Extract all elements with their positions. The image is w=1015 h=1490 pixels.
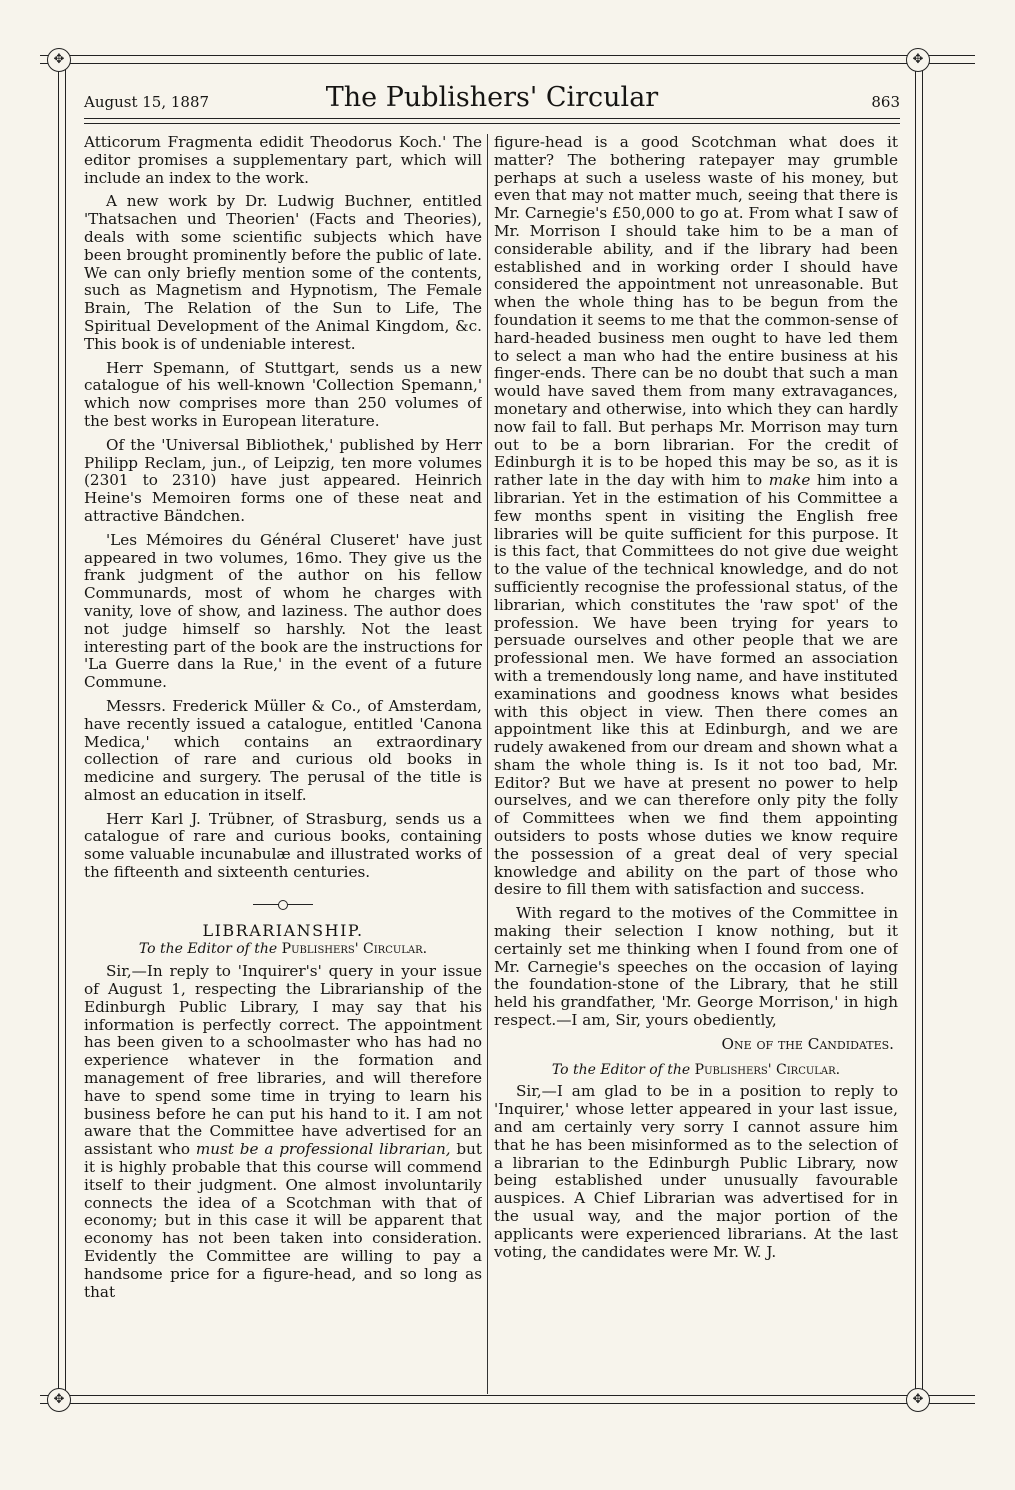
paragraph-trubner: Herr Karl J. Trübner, of Strasburg, sends us a catalogue of rare and curious books, containing some valuable incunabulæ and illustrated works of the fifteenth and sixteenth centuries. — [84, 809, 482, 882]
page-border-top — [40, 55, 975, 64]
paragraph-spemann: Herr Spemann, of Stuttgart, sends us a new catalogue of his well-known 'Collection Spemann,' which now comprises more than 250 volumes of the best works in European literature. — [84, 358, 482, 430]
page-border-left — [58, 58, 66, 1398]
corner-ornament-icon: ✥ — [47, 48, 71, 72]
paragraph-cluseret: 'Les Mémoires du Général Cluseret' have just appeared in two volumes, 16mo. They give us the frank judgment of the author on his fellow Communards, most of whom he charges with vanity, love of show, and laziness. The author does not judge himself so harshly. Not the least interesting part of the book are the instructions for 'La Guerre dans la Rue,' in the event of a future Commune. — [84, 530, 482, 692]
left-column — [84, 134, 482, 1394]
continuation-text-a: figure-head is a good Scotchman what does it matter? The bothering ratepayer may grumble perhaps at such a useless waste of his money, but even that may not matter much, seeing that there is Mr. Carnegie's £50,000 to go at. From what I saw of Mr. Morrison I should take him to be a man of considerable ability, and if the library had been established and in working order I should have considered the appointment not unreasonable. But when the whole thing has to be begun from the foundation it seems to me that the common-sense of hard-headed business men ought to have led them to select a man who had the entire business at his finger-ends. There can be no doubt that such a man would have saved them from many extravagances, monetary and otherwise, into which they can hardly now fail to fall. But perhaps Mr. Morrison may turn out to be a born librarian. For the credit of Edinburgh it is to be hoped this may be so, as it is rather late in the day with him to — [494, 134, 898, 490]
letter-one-text-b: but it is highly probable that this course will commend itself to their judgment. One almost involuntarily connects the idea of a Scotchman with that of economy; but in this case it will be apparent that economy has not been taken into consideration. Evidently the Committee are willing to pay a handsome price for a figure-head, and so long as that — [84, 1140, 482, 1301]
corner-ornament-icon: ✥ — [906, 1388, 930, 1412]
letter-two-address-prefix: To the Editor of the — [551, 1061, 691, 1078]
letter-one-closing: With regard to the motives of the Committee in making their selection I know nothing, but it certainly set me thinking when I found from one of Mr. Carnegie's speeches on the occasion of laying the foundation-stone of the Library, that he still held his grandfather, 'Mr. George Morrison,' in high respect.—I am, Sir, yours obediently, — [494, 904, 898, 1030]
letter-two-address-journal: Publishers' Circular. — [694, 1061, 841, 1078]
letter-one-signature: One of the Candidates. — [721, 1034, 894, 1053]
paragraph-buchner: A new work by Dr. Ludwig Buchner, entitled 'Thatsachen und Theorien' (Facts and Theories), deals with some scientific subjects which have been brought prominently before the public of late. We can only briefly mention some of the contents, such as Magnetism and Hypnotism, The Female Brain, The Relation of the Sun to Life, The Spiritual Development of the Animal Kingdom, &c. This book is of undeniable interest. — [84, 192, 482, 353]
continuation-text-b: him into a librarian. Yet in the estimation of his Committee a few months spent in visiting the English free libraries will be quite sufficient for this purpose. It is this fact, that Committees do not give due weight to the value of the technical knowledge, and do not sufficiently recognise the professional status, of the librarian, which constitutes the 'raw spot' of the profession. We have been trying for years to persuade ourselves and other people that we are professional men. We have formed an association with a tremendously long name, and have instituted examinations and goodness knows what besides with this object in view. Then there comes an appointment like this at Edinburgh, and we are rudely awakened from our dream and shown what a sham the whole thing is. Is it not too bad, Mr. Editor? But we have at present no power to help ourselves, and we can therefore only pity the folly of Committees when we find them appointing outsiders to posts whose duties we know require the possession of a great deal of very special knowledge and ability on the part of those who desire to fill them with satisfaction and success. — [494, 471, 898, 899]
letter-two-address — [494, 1062, 898, 1080]
issue-date: August 15, 1887 — [84, 93, 210, 111]
letter-two-body: Sir,—I am glad to be in a position to reply to 'Inquirer,' whose letter appeared in your last issue, and am certainly very sorry I cannot assure him that he has been misinformed as to the selection of a librarian to the Edinburgh Public Library, now being established under unusually favourable auspices. A Chief Librarian was advertised for in the usual way, and the major portion of the applicants were experienced librarians. At the last voting, the candidates were Mr. W. J. — [494, 1082, 898, 1261]
paragraph-reclam: Of the 'Universal Bibliothek,' published by Herr Philipp Reclam, jun., of Leipzig, ten more volumes (2301 to 2310) have just appeared. Heinrich Heine's Memoiren forms one of these neat and attractive Bändchen. — [84, 435, 482, 525]
letter-address — [84, 941, 482, 959]
right-column — [494, 134, 898, 1394]
continuation-emphasis: make — [768, 471, 811, 490]
paragraph-koch: Atticorum Fragmenta edidit Theodorus Koch.' The editor promises a supplementary part, which will include an index to the work. — [84, 134, 482, 187]
letter-one-text-a: Sir,—In reply to 'Inquirer's' query in your issue of August 1, respecting the Librarianship of the Edinburgh Public Library, I may say that his information is perfectly correct. The appointment has been given to a schoolmaster who has had no experience whatever in the formation and management of free libraries, and will therefore have to spend some time in trying to learn his business before he can put his hand to it. I am not aware that the Committee have advertised for an assistant who — [84, 962, 482, 1159]
paragraph-muller: Messrs. Frederick Müller & Co., of Amsterdam, have recently issued a catalogue, entitled 'Canona Medica,' which contains an extraordinary collection of rare and curious old books in medicine and surgery. The perusal of the title is almost an education in itself. — [84, 696, 482, 804]
page-border-right — [915, 58, 923, 1398]
letter-address-prefix: To the Editor of the — [138, 941, 278, 958]
running-header — [84, 82, 900, 116]
corner-ornament-icon: ✥ — [906, 48, 930, 72]
letter-one-body — [84, 963, 482, 1301]
letter-address-journal: Publishers' Circular. — [281, 941, 428, 958]
section-heading: LIBRARIANSHIP. — [202, 920, 364, 940]
page-number: 863 — [871, 93, 900, 111]
section-divider-ornament — [84, 892, 482, 910]
journal-title: The Publishers' Circular — [325, 82, 659, 113]
letter-one-continuation — [494, 134, 898, 899]
header-rule — [84, 118, 900, 124]
page-border-bottom — [40, 1395, 975, 1404]
corner-ornament-icon: ✥ — [47, 1388, 71, 1412]
column-divider — [487, 134, 488, 1394]
letter-one-emphasis: must be a professional librarian, — [195, 1140, 451, 1159]
